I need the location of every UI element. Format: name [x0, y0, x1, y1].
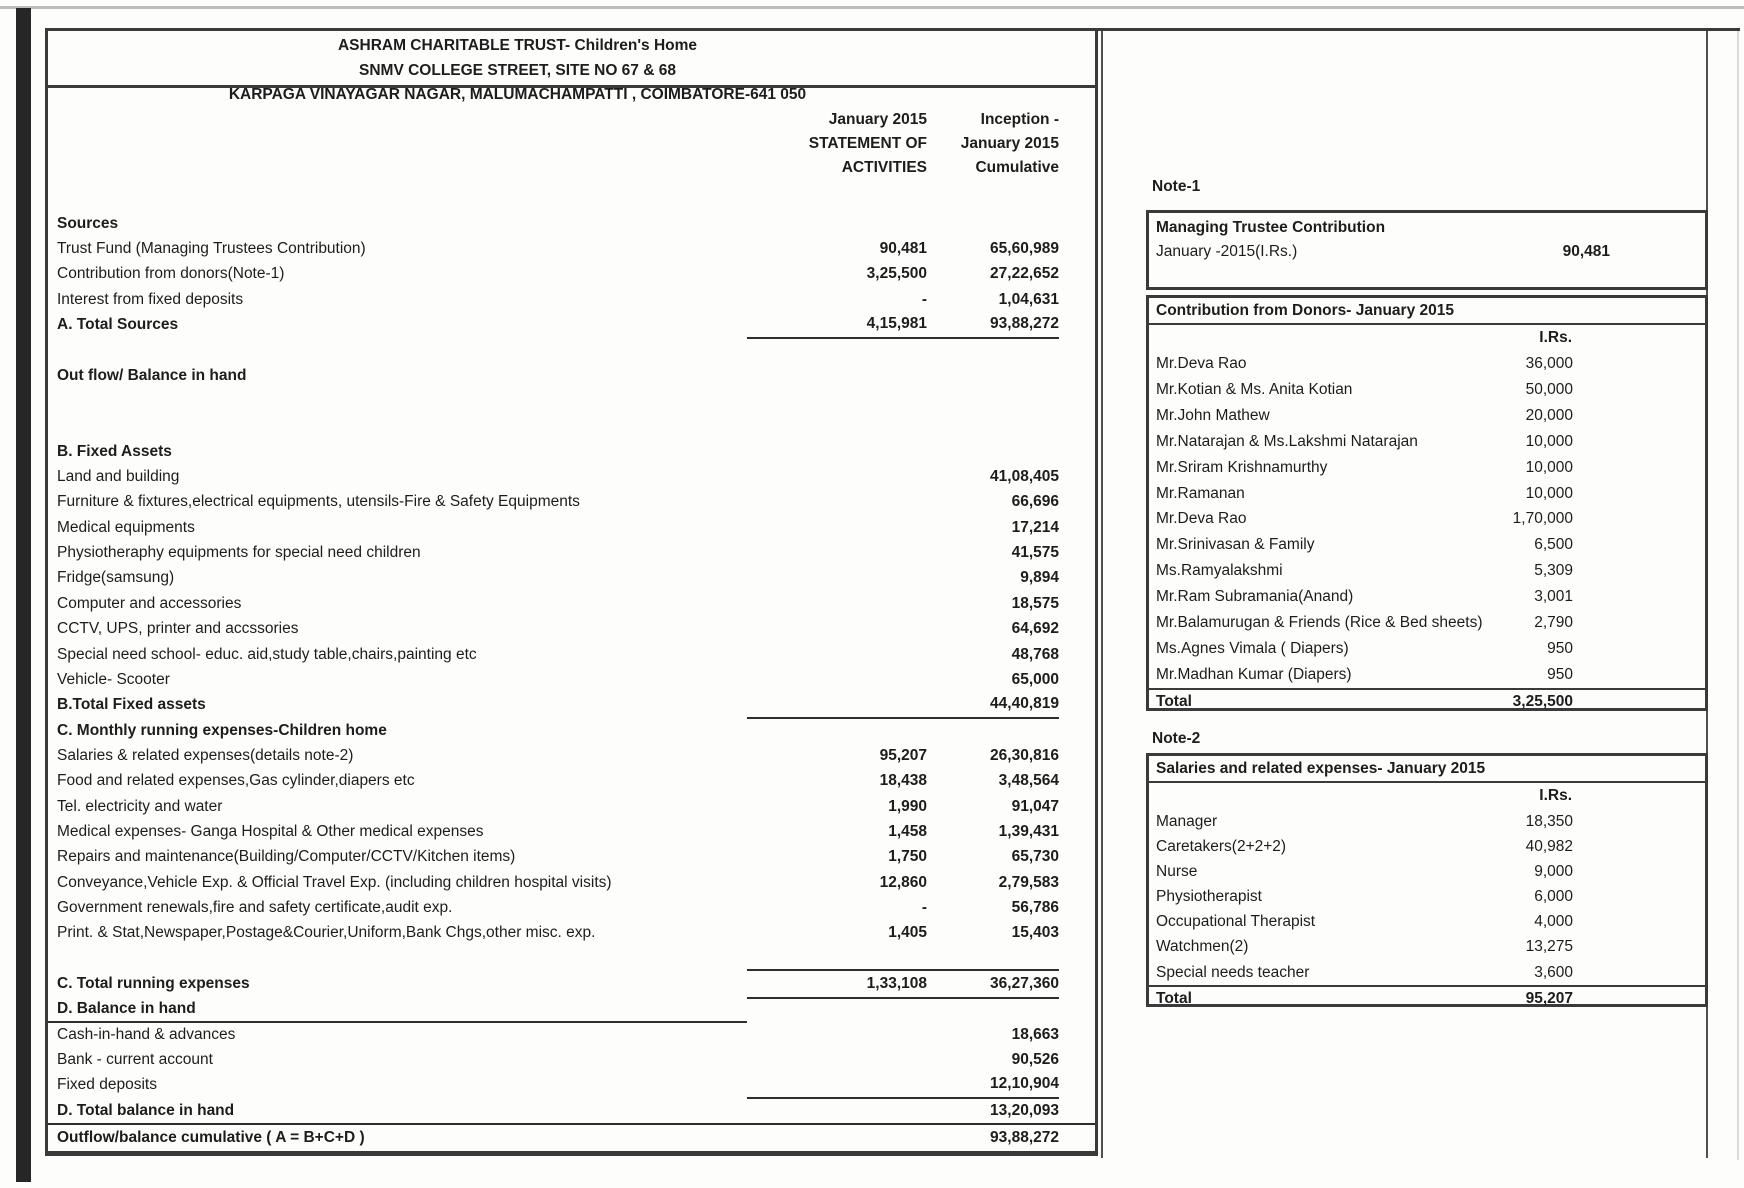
donor-name: Mr.Kotian & Ms. Anita Kotian: [1156, 380, 1353, 398]
value-cumulative: 27,22,652: [990, 265, 1059, 283]
donor-name: Mr.Ramanan: [1156, 484, 1245, 502]
row-label: [48, 443, 747, 461]
value-cumulative: 66,696: [1011, 493, 1059, 511]
salary-amount: 40,982: [1525, 838, 1573, 856]
salary-row: [1149, 884, 1705, 909]
value-january: 1,33,108: [866, 974, 927, 992]
salary-row: [1149, 809, 1705, 834]
salary-name: Physiotherapist: [1156, 888, 1262, 906]
salary-row: [1149, 834, 1705, 859]
value-january: 1,405: [888, 924, 927, 942]
value-cumulative: 1,04,631: [998, 290, 1059, 308]
row-label: Print. & Stat,Newspaper,Postage&Courier,Uniform,Bank Chgs,other misc. exp.: [57, 924, 596, 942]
row-label: [48, 722, 747, 740]
column-headers: [747, 108, 1059, 180]
donor-name: Mr.Sriram Krishnamurthy: [1156, 458, 1328, 476]
donor-name: Mr.Deva Rao: [1156, 510, 1247, 528]
salary-name: Occupational Therapist: [1156, 913, 1316, 931]
value-cumulative: 18,663: [1011, 1025, 1059, 1043]
donor-amount: 50,000: [1525, 380, 1573, 398]
row-label: Land and building: [57, 468, 180, 486]
row-values: [747, 262, 1059, 287]
donor-name: Mr.John Mathew: [1156, 406, 1270, 424]
donor-row: [1149, 351, 1705, 377]
value-cumulative: 26,30,816: [990, 746, 1059, 764]
trust-name: ASHRAM CHARITABLE TRUST- Children's Home: [337, 37, 698, 54]
value-january: 4,15,981: [866, 315, 927, 333]
statement-row: [48, 1125, 1095, 1150]
donor-amount: 10,000: [1525, 484, 1573, 502]
right-panel-left-border: [1101, 31, 1103, 1158]
value-cumulative: 65,000: [1011, 670, 1059, 688]
value-january: -: [921, 290, 927, 308]
row-label: Conveyance,Vehicle Exp. & Official Travel Exp. (including children hospital visits): [57, 873, 612, 891]
value-cumulative: 93,88,272: [990, 1129, 1059, 1147]
salaries-box-title: Salaries and related expenses- January 2015: [1149, 756, 1705, 783]
value-january: 1,990: [888, 797, 927, 815]
row-values: [747, 769, 1059, 794]
row-values: [747, 566, 1059, 591]
statement-row: [48, 388, 1095, 413]
top-border-right-segment: [1098, 28, 1740, 31]
donor-total-amount: 3,25,500: [1512, 692, 1573, 710]
row-values: [747, 845, 1059, 870]
row-label: Contribution from donors(Note-1): [57, 265, 285, 283]
row-label: [48, 367, 747, 385]
managing-trustee-title: Managing Trustee Contribution: [1156, 219, 1386, 236]
value-january: 18,438: [879, 772, 927, 790]
row-values: [747, 311, 1059, 338]
row-values: [747, 617, 1059, 642]
donor-amount: 950: [1547, 665, 1573, 683]
row-label: Government renewals,fire and safety certificate,audit exp.: [57, 898, 453, 916]
statement-row: [48, 439, 1095, 464]
row-label: Salaries & related expenses(details note-2): [57, 746, 354, 764]
row-values: [747, 642, 1059, 667]
column-header-line: STATEMENT OF: [808, 135, 927, 152]
value-cumulative: 41,08,405: [990, 468, 1059, 486]
value-cumulative: 64,692: [1011, 620, 1059, 638]
salary-name: Watchmen(2): [1156, 938, 1249, 956]
row-label: Computer and accessories: [57, 594, 242, 612]
row-label: Trust Fund (Managing Trustees Contribution): [57, 240, 366, 258]
salary-amount: 6,000: [1534, 888, 1573, 906]
value-january: 1,750: [888, 848, 927, 866]
managing-trustee-period: January -2015(I.Rs.): [1156, 243, 1298, 260]
row-values: [747, 870, 1059, 895]
donor-amount: 2,790: [1534, 614, 1573, 632]
donor-total-label: Total: [1156, 692, 1192, 710]
statement-row: [48, 312, 1095, 337]
value-cumulative: 2,79,583: [998, 873, 1059, 891]
statement-row: [48, 617, 1095, 642]
managing-trustee-box: [1146, 210, 1708, 290]
scan-left-black-bar: [16, 8, 31, 1182]
row-values: [747, 338, 1059, 363]
managing-trustee-amount: 90,481: [1562, 243, 1610, 260]
statement-row: [48, 642, 1095, 667]
statement-row: [48, 515, 1095, 540]
row-label: Tel. electricity and water: [57, 797, 223, 815]
value-cumulative: 15,403: [1011, 924, 1059, 942]
value-cumulative: 18,575: [1011, 594, 1059, 612]
salary-name: Manager: [1156, 813, 1218, 830]
salary-rows: [1149, 809, 1705, 985]
value-cumulative: 56,786: [1011, 898, 1059, 916]
section-heading: Out flow/ Balance in hand: [57, 367, 246, 385]
statement-row: [48, 1022, 1095, 1047]
column-header-line: January 2015: [828, 111, 927, 128]
statement-row: [48, 211, 1095, 236]
row-values: [747, 946, 1059, 971]
salary-amount: 18,350: [1525, 813, 1573, 830]
row-values: [747, 1022, 1059, 1047]
statement-row: [48, 1047, 1095, 1072]
donor-amount: 1,70,000: [1512, 510, 1573, 528]
statement-row: [48, 870, 1095, 895]
row-label: Vehicle- Scooter: [57, 670, 170, 688]
row-values: [747, 819, 1059, 844]
statement-row: [48, 363, 1095, 388]
row-label: A. Total Sources: [57, 316, 179, 334]
statement-row: [48, 591, 1095, 616]
donor-currency-header: I.Rs.: [1539, 329, 1572, 346]
donor-amount: 3,001: [1534, 588, 1573, 606]
donor-row: [1149, 532, 1705, 558]
row-label: Food and related expenses,Gas cylinder,diapers etc: [57, 772, 415, 790]
value-cumulative: 36,27,360: [990, 974, 1059, 992]
salary-name: Nurse: [1156, 863, 1198, 881]
row-values: [747, 1098, 1059, 1123]
value-cumulative: 65,730: [1011, 848, 1059, 866]
section-heading: C. Monthly running expenses-Children home: [57, 722, 387, 740]
value-january: 90,481: [879, 240, 927, 258]
statement-row: [48, 667, 1095, 692]
salary-amount: 13,275: [1525, 938, 1573, 956]
statement-row: [48, 414, 1095, 439]
row-values: [747, 997, 1059, 1022]
value-january: -: [921, 898, 927, 916]
column-header-line: Cumulative: [975, 159, 1059, 176]
value-cumulative: 13,20,093: [990, 1101, 1059, 1119]
donor-row: [1149, 610, 1705, 636]
statement-row: [48, 287, 1095, 312]
row-values: [747, 969, 1059, 998]
trust-street: SNMV COLLEGE STREET, SITE NO 67 & 68: [359, 62, 676, 79]
row-values: [747, 464, 1059, 489]
donor-name: Mr.Madhan Kumar (Diapers): [1156, 665, 1352, 683]
statement-row: [48, 895, 1095, 920]
row-values: [747, 287, 1059, 312]
row-label: Repairs and maintenance(Building/Computer/CCTV/Kitchen items): [57, 848, 516, 866]
value-cumulative: 65,60,989: [990, 240, 1059, 258]
statement-row: [48, 819, 1095, 844]
donor-amount: 36,000: [1525, 355, 1573, 372]
salary-row: [1149, 960, 1705, 985]
row-label: [48, 215, 747, 233]
statement-row: [48, 845, 1095, 870]
value-cumulative: 44,40,819: [990, 695, 1059, 713]
managing-trustee-row: [1149, 240, 1705, 264]
row-values: [747, 540, 1059, 565]
salary-name: Caretakers(2+2+2): [1156, 838, 1287, 856]
statement-row: [48, 540, 1095, 565]
value-january: 3,25,500: [866, 265, 927, 283]
donor-total-row: [1149, 688, 1705, 714]
row-label: Fixed deposits: [57, 1076, 157, 1094]
row-values: [747, 1125, 1059, 1150]
row-values: [747, 794, 1059, 819]
statement-row: [48, 743, 1095, 768]
salary-amount: 4,000: [1534, 913, 1573, 931]
donor-amount: 10,000: [1525, 432, 1573, 450]
row-values: [747, 414, 1059, 439]
section-heading: B. Fixed Assets: [57, 443, 172, 461]
statement-row: [48, 693, 1095, 718]
row-label: Interest from fixed deposits: [57, 290, 244, 308]
row-label: Medical equipments: [57, 518, 195, 536]
donor-row: [1149, 584, 1705, 610]
donor-row: [1149, 481, 1705, 507]
row-values: [747, 1047, 1059, 1072]
trust-title-box: [48, 31, 1095, 88]
note2-label: Note-2: [1152, 730, 1201, 747]
salary-row: [1149, 934, 1705, 959]
donor-amount: 5,309: [1534, 562, 1573, 580]
statement-rows: [48, 211, 1095, 1151]
row-values: [747, 895, 1059, 920]
donor-box-title: Contribution from Donors- January 2015: [1149, 298, 1705, 325]
donor-row: [1149, 429, 1705, 455]
value-cumulative: 91,047: [1011, 797, 1059, 815]
row-label: Cash-in-hand & advances: [57, 1025, 236, 1043]
column-header-january: [747, 108, 927, 180]
value-january: 95,207: [879, 746, 927, 764]
row-label: C. Total running expenses: [57, 974, 250, 992]
column-header-line: January 2015: [960, 135, 1059, 152]
row-values: [747, 667, 1059, 692]
row-label: Furniture & fixtures,electrical equipments, utensils-Fire & Safety Equipments: [57, 493, 580, 511]
row-values: [747, 490, 1059, 515]
row-values: [747, 211, 1059, 236]
salary-name: Special needs teacher: [1156, 963, 1310, 981]
row-label: D. Total balance in hand: [57, 1101, 235, 1119]
donor-name: Mr.Deva Rao: [1156, 355, 1247, 372]
salaries-currency-header: I.Rs.: [1539, 787, 1572, 804]
donor-row: [1149, 636, 1705, 662]
donor-row: [1149, 662, 1705, 688]
donor-name: Mr.Balamurugan & Friends (Rice & Bed sheets): [1156, 614, 1483, 632]
donor-name: Mr.Srinivasan & Family: [1156, 536, 1315, 554]
row-values: [747, 718, 1059, 743]
row-values: [747, 388, 1059, 413]
value-cumulative: 1,39,431: [998, 822, 1059, 840]
salaries-total-amount: 95,207: [1525, 989, 1573, 1007]
row-values: [747, 921, 1059, 946]
note1-label: Note-1: [1152, 178, 1201, 195]
row-label: Bank - current account: [57, 1051, 213, 1069]
value-january: 12,860: [879, 873, 927, 891]
trust-title-inner: [48, 33, 987, 83]
donor-name: Ms.Ramyalakshmi: [1156, 562, 1283, 580]
row-values: [747, 515, 1059, 540]
salaries-total-row: [1149, 985, 1705, 1011]
row-values: [747, 743, 1059, 768]
section-heading: Sources: [57, 215, 118, 233]
value-cumulative: 93,88,272: [990, 315, 1059, 333]
row-label: Medical expenses- Ganga Hospital & Other medical expenses: [57, 822, 484, 840]
row-values: [747, 439, 1059, 464]
donor-name: Mr.Ram Subramania(Anand): [1156, 588, 1354, 606]
donor-amount: 6,500: [1534, 536, 1573, 554]
value-cumulative: 90,526: [1011, 1051, 1059, 1069]
column-header-cumulative: [927, 108, 1059, 180]
row-values: [747, 692, 1059, 719]
statement-row: [48, 236, 1095, 261]
row-label: Special need school- educ. aid,study table,chairs,painting etc: [57, 645, 477, 663]
statement-row: [48, 718, 1095, 743]
value-cumulative: 41,575: [1011, 544, 1059, 562]
row-values: [747, 1072, 1059, 1099]
donor-row: [1149, 455, 1705, 481]
salaries-box: [1146, 753, 1708, 1007]
donor-row: [1149, 506, 1705, 532]
statement-row: [48, 464, 1095, 489]
salary-row: [1149, 909, 1705, 934]
salary-amount: 3,600: [1534, 963, 1573, 981]
statement-row: [48, 1098, 1095, 1125]
value-cumulative: 3,48,564: [998, 772, 1059, 790]
donor-row: [1149, 403, 1705, 429]
row-values: [747, 591, 1059, 616]
donor-amount: 10,000: [1525, 458, 1573, 476]
row-label: B.Total Fixed assets: [57, 696, 206, 714]
statement-row: [48, 338, 1095, 363]
donor-row: [1149, 558, 1705, 584]
donor-rows: [1149, 351, 1705, 688]
donor-contributions-box: [1146, 295, 1708, 711]
row-values: [747, 363, 1059, 388]
scan-right-edge-line: [1737, 30, 1739, 1160]
row-label: D. Balance in hand: [48, 996, 747, 1023]
statement-row: [48, 997, 1095, 1022]
donor-amount: 950: [1547, 639, 1573, 657]
statement-row: [48, 971, 1095, 996]
value-january: 1,458: [888, 822, 927, 840]
donor-name: Ms.Agnes Vimala ( Diapers): [1156, 639, 1349, 657]
statement-row: [48, 262, 1095, 287]
salary-amount: 9,000: [1534, 863, 1573, 881]
statement-row: [48, 921, 1095, 946]
scanner-edge-artifact: [0, 6, 1744, 9]
row-label: CCTV, UPS, printer and accssories: [57, 620, 299, 638]
value-cumulative: 17,214: [1011, 518, 1059, 536]
donor-row: [1149, 377, 1705, 403]
value-cumulative: 12,10,904: [990, 1075, 1059, 1093]
row-values: [747, 236, 1059, 261]
row-label: Outflow/balance cumulative ( A = B+C+D ): [57, 1129, 365, 1147]
donor-amount: 20,000: [1525, 406, 1573, 424]
value-cumulative: 9,894: [1020, 569, 1059, 587]
statement-of-activities-table: [45, 28, 1098, 1156]
salary-row: [1149, 859, 1705, 884]
statement-row: [48, 1073, 1095, 1098]
statement-row: [48, 769, 1095, 794]
statement-row: [48, 566, 1095, 591]
trust-address: KARPAGA VINAYAGAR NAGAR, MALUMACHAMPATTI , COIMBATORE-641 050: [228, 86, 807, 103]
row-label: Physiotheraphy equipments for special need children: [57, 544, 421, 562]
row-label: Fridge(samsung): [57, 569, 175, 587]
column-header-line: ACTIVITIES: [841, 159, 927, 176]
statement-row: [48, 490, 1095, 515]
statement-row: [48, 794, 1095, 819]
donor-name: Mr.Natarajan & Ms.Lakshmi Natarajan: [1156, 432, 1418, 450]
statement-row: [48, 946, 1095, 971]
column-header-line: Inception -: [980, 111, 1059, 128]
value-cumulative: 48,768: [1011, 645, 1059, 663]
salaries-total-label: Total: [1156, 989, 1192, 1007]
